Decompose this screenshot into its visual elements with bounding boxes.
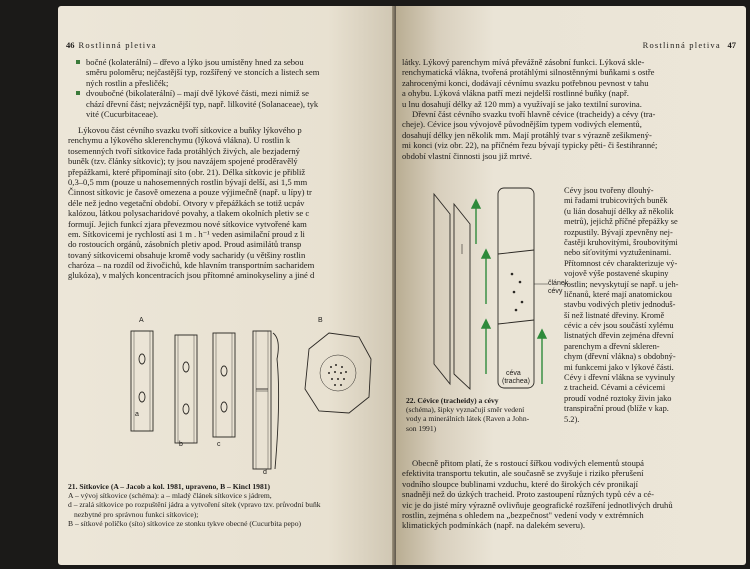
left-page-header (66, 40, 157, 50)
figure-22-caption (406, 396, 529, 433)
figure-label: b (179, 441, 183, 448)
figure-label: (trachea) (502, 378, 531, 385)
body-line: období vlastní činnosti jsou již mrtvé. (402, 150, 532, 161)
bullet-square-icon (76, 91, 80, 95)
body-line: formují. Jejich funkcí zjara převezmou nové sítkovice vytvořené kam (68, 218, 307, 229)
body-line: charóza – na rozdíl od živočichů, kde hlavním transportním sacharidem (68, 260, 315, 271)
body-line: nebo síťovitými vyztuženinami. (564, 248, 672, 258)
left-page-running-title: Rostlinná pletiva (78, 40, 157, 50)
body-line: parenchym a dřevní skleren- (564, 341, 660, 351)
sieve-tube-figure (113, 319, 393, 479)
bullet-1-line-2: směru poloměru; nejčastější typ, rozšířený ve stoncích a listech sem (86, 67, 320, 78)
right-page (396, 6, 746, 565)
body-line: renchymu a lýkového sklerenchymu (lýková vlákna). U rostlin k (68, 135, 291, 146)
body-line: rostlin, zejména s ohledem na „bezpečnost" vedení vody v extrémních (402, 509, 644, 520)
body-line: ličnanů, které mají anatomickou (564, 289, 672, 299)
figure-label: cévy (548, 288, 563, 295)
body-paragraph (68, 125, 314, 281)
body-line: proudí vodné roztoky živin jako (564, 393, 672, 403)
figure-label: a (135, 411, 139, 418)
bullet-square-icon (76, 60, 80, 64)
right-page-number: 47 (727, 40, 736, 50)
bullet-2-line-1: dvoubočné (bikolaterální) – mají dvě lýkové části, mezi nimiž se (76, 88, 319, 98)
tracheid-vessel-figure (426, 184, 569, 394)
body-line: Obecně přitom platí, že s rostoucí šířkou vodivých elementů stoupá (412, 458, 644, 468)
right-top-paragraphs (402, 57, 657, 161)
caption-line: A – vývoj sítkovice (schéma): a – mladý článek sítkovice s jádrem, (68, 491, 272, 501)
caption-line: 22. Cévice (tracheidy) a cévy (406, 396, 499, 405)
body-line: dosahují délky jen několik mm. Mají protáhlý tvar s výrazně zešikmený- (402, 129, 652, 140)
body-line: tovaný sítkovicemi obsahuje kromě vody sacharidy (u většiny rostlin (68, 249, 306, 260)
body-line: klimatických podmínkách (např. na dalekém severu). (402, 520, 586, 531)
right-page-header (643, 40, 736, 50)
figure-label: B (318, 317, 323, 324)
body-line: renchymatická vlákna, tvořená protáhlými silnostěnnými buňkami s ostře (402, 67, 655, 78)
right-page-running-title: Rostlinná pletiva (642, 40, 721, 50)
body-line: rostlin; nevyskytují se např. u jeh- (564, 279, 679, 289)
body-line: vojově výše postavené skupiny (564, 269, 669, 279)
caption-line: 21. Sítkovice (A – Jacob a kol. 1981, upraveno, B – Kincl 1981) (68, 482, 271, 491)
body-line: a ohybu. Lýková vlákna patří mezi nejdelší rostlinné buňky (např. (402, 88, 629, 99)
body-line: 0,3–0,5 mm (pouze u nahosemenných rostlin bývají delší, asi 1,5 mm (68, 176, 308, 187)
body-line: cheje). Cévice jsou vývojově původnějším typem vodivých elementů, (402, 119, 642, 130)
body-line: Lýkovou část cévního svazku tvoří sítkovice a buňky lýkového p (78, 125, 302, 135)
body-line: ší než listnaté dřeviny. Kromě (564, 310, 665, 320)
caption-line: d – zralá sítkovice po rozpuštění jádra a vytvoření sítek (vpravo tzv. průvodní buňk (68, 500, 321, 510)
body-line: Činnost sítkovic je časově omezena a pouze výjimečně (např. u lípy) tr (68, 187, 312, 198)
body-line: snadněji než do úzkých tracheid. Proto zastoupení různých typů cév a cé- (402, 489, 654, 500)
body-line: em. Sítkovicemi je rychlostí asi 1 m . h⁻¹ veden asimilační proud z li (68, 228, 305, 239)
bullet-2-line-3: vité (Cucurbitaceae). (86, 108, 159, 119)
body-line: látky. Lýkový parenchym mívá převážně zásobní funkci. Lýková skle- (402, 57, 645, 67)
body-line: listnatých dřevin zejména dřevní (564, 331, 674, 341)
body-line: buněk (tzv. články sítkovic); ty jsou navzájem spojené proděravělý (68, 156, 298, 167)
body-line: u lnu dosahují délky až 120 mm) a využívají se jako textilní surovina. (402, 98, 642, 109)
body-line: zahrocenými konci, dodávají cévnímu svazku potřebnou pevnost v tahu (402, 77, 649, 88)
figure-label: článek (548, 280, 569, 287)
body-line: transpirační proud (blíže v kap. (564, 404, 669, 414)
body-line: chym (dřevní vlákna) s obdobný- (564, 352, 676, 362)
body-line: do rostoucích orgánů, zásobních pletiv apod. Proud asimilátů transp (68, 239, 302, 250)
body-line: mi konci (viz obr. 22), na příčném řezu bývají typicky pěti- či šestihranné; (402, 140, 658, 151)
body-line: (u lián dosahují délky až několik (564, 206, 674, 216)
body-line: přepážkami, které připomínají síto (obr. 21). Délka sítkovic je přibliž (68, 166, 306, 177)
figure-21-caption (68, 482, 321, 528)
right-bottom-paragraph (402, 458, 673, 531)
caption-line: (schéma), šipky vyznačují směr vedení (406, 405, 525, 415)
sieve-tube-drawing (113, 319, 393, 479)
bullet-2-line-2: chází dřevní část; nejvzácnější typ, např. lilkovité (Solanaceae), tyk (86, 98, 319, 109)
body-line: kalózou, látkou polysacharidové povahy, a tlakem okolních pletiv se c (68, 208, 310, 219)
body-line: efektivita transportu tekutin, ale současně se zvyšuje i riziko přerušení (402, 468, 644, 479)
body-line: stavbu vodivých pletiv jednoduš- (564, 300, 676, 310)
vessel-side-text (564, 186, 678, 425)
body-line: cévic a cév jsou součástí xylému (564, 321, 674, 331)
body-line: rozpustily. Bývají zpevněny nej- (564, 227, 673, 237)
bullet-1-line-3: ných rostlin a přesličék; (86, 77, 169, 88)
left-page-number: 46 (66, 40, 75, 50)
body-line: Přítomnost cév charakterizuje vý- (564, 258, 678, 268)
body-line: metrů), jejichž příčné přepážky se (564, 217, 678, 227)
left-page (58, 6, 396, 565)
body-line: mi řadami trubicovitých buněk (564, 196, 668, 206)
caption-line: son 1991) (406, 423, 437, 433)
bullet-1-line-1: bočné (kolaterální) – dřevo a lýko jsou umístěny hned za sebou (76, 57, 319, 67)
figure-label: A (139, 317, 144, 324)
body-line: vodního sloupce bublinami vzduchu, které do širokých cév pronikají (402, 478, 639, 489)
figure-label: d (263, 469, 267, 476)
bullet-list (76, 57, 319, 119)
body-line: déle než jedno vegetační období. Otvory v přepážkách se totiž ucpáv (68, 197, 305, 208)
body-line: Cévy i dřevní vlákna se vyvinuly (564, 373, 675, 383)
body-line: z tracheid. Cévami a cévicemi (564, 383, 666, 393)
figure-label: céva (506, 370, 521, 377)
body-line: tosemenných tvoří sítkovice řada protáhlých živých, ale bezjaderný (68, 145, 300, 156)
tracheid-vessel-drawing (426, 184, 569, 394)
figure-label: c (217, 441, 221, 448)
body-line: 5.2). (564, 414, 580, 424)
caption-line: vody a minerálních látek (Raven a John- (406, 414, 530, 424)
body-line: častěji kruhovitými, šroubovitými (564, 237, 678, 247)
body-line: Dřevní část cévního svazku tvoří hlavně cévice (tracheidy) a cévy (tra- (412, 108, 656, 119)
caption-line: B – sítkové políčko (síto) sítkovice ze stonku tykve obecné (Cucurbita pepo) (68, 518, 302, 528)
body-line: Cévy jsou tvořeny dlouhý- (564, 186, 654, 195)
body-line: glukóza), v malých koncentracích jsou přítomné aminokyseliny a jiné d (68, 270, 315, 281)
body-line: mi funkcemi jako v lýkové části. (564, 362, 674, 372)
caption-line: nezbytné pro správnou funkci sítkovice); (74, 509, 199, 519)
body-line: vic je do jisté míry výrazně ovlivňuje geografické rozšíření jednotlivých druhů (402, 499, 673, 510)
